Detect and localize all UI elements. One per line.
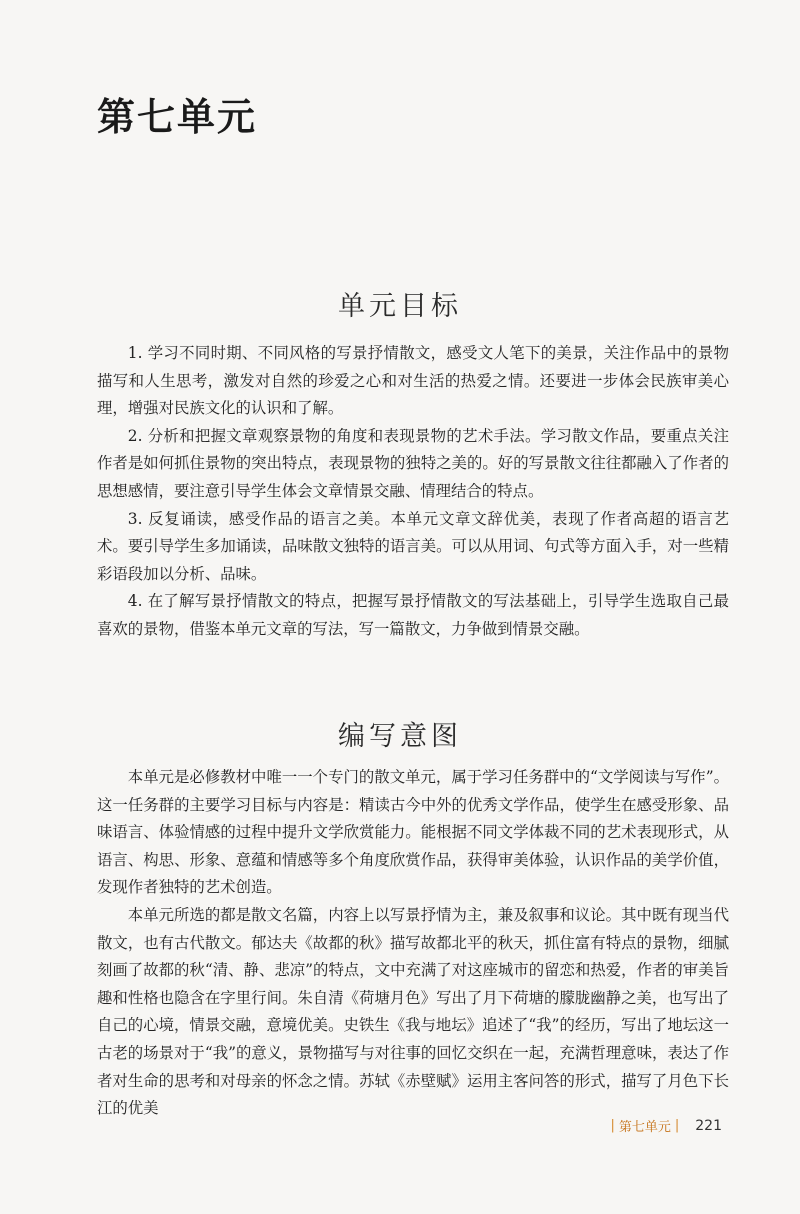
page-footer — [606, 1116, 722, 1135]
footer-unit-label: 第七单元 — [618, 1120, 671, 1135]
goals-paragraph-2: 2. 分析和把握文章观察景物的角度和表现景物的艺术手法。学习散文作品，要重点关注作者是如何抓住景物的突出特点，表现景物的独特之美的。好的写景散文往往都融入了作者的思想感情，要注意引导学生体会文章情景交融、情理结合的特点。 — [97, 426, 729, 500]
footer-divider-left: | — [610, 1118, 615, 1133]
goals-section — [97, 340, 729, 644]
goals-paragraph-3: 3. 反复诵读，感受作品的语言之美。本单元文章文辞优美，表现了作者高超的语言艺术。要引导学生多加诵读，品味散文独特的语言美。可以从用词、句式等方面入手，对一些精彩语段加以分析、品味。 — [97, 509, 729, 583]
goals-heading: 单元目标 — [338, 291, 462, 322]
footer-divider-right: | — [674, 1118, 680, 1133]
goals-paragraph-4: 4. 在了解写景抒情散文的特点，把握写景抒情散文的写法基础上，引导学生选取自己最喜欢的景物，借鉴本单元文章的写法，写一篇散文，力争做到情景交融。 — [97, 592, 729, 638]
intent-heading: 编写意图 — [338, 721, 462, 752]
goals-paragraph-1: 1. 学习不同时期、不同风格的写景抒情散文，感受文人笔下的美景，关注作品中的景物描写和人生思考，激发对自然的珍爱之心和对生活的热爱之情。还要进一步体会民族审美心理，增强对民族文化的认识和了解。 — [97, 344, 729, 418]
intent-paragraph-1: 本单元是必修教材中唯一一个专门的散文单元，属于学习任务群中的“文学阅读与写作”。这一任务群的主要学习目标与内容是：精读古今中外的优秀文学作品，使学生在感受形象、品味语言、体验情感的过程中提升文学欣赏能力。能根据不同文学体裁不同的艺术表现形式，从语言、构思、形象、意蕴和情感等多个角度欣赏作品，获得审美体验，认识作品的美学价值，发现作者独特的艺术创造。 — [97, 768, 729, 897]
unit-title: 第七单元 — [97, 94, 258, 139]
intent-paragraph-2: 本单元所选的都是散文名篇，内容上以写景抒情为主，兼及叙事和议论。其中既有现当代散文，也有古代散文。郁达夫《故都的秋》描写故都北平的秋天，抓住富有特点的景物，细腻刻画了故都的秋“清、静、悲凉”的特点，文中充满了对这座城市的留恋和热爱，作者的审美旨趣和性格也隐含在字里行间。朱自清《荷塘月色》写出了月下荷塘的朦胧幽静之美，也写出了自己的心境，情景交融，意境优美。史铁生《我与地坛》追述了“我”的经历，写出了地坛这一古老的场景对于“我”的意义，景物描写与对往事的回忆交织在一起，充满哲理意味，表达了作者对生命的思考和对母亲的怀念之情。苏轼《赤壁赋》运用主客问答的形式，描写了月色下长江的优美 — [97, 905, 729, 1118]
intent-section — [97, 764, 729, 1123]
page-number: 221 — [695, 1117, 722, 1134]
